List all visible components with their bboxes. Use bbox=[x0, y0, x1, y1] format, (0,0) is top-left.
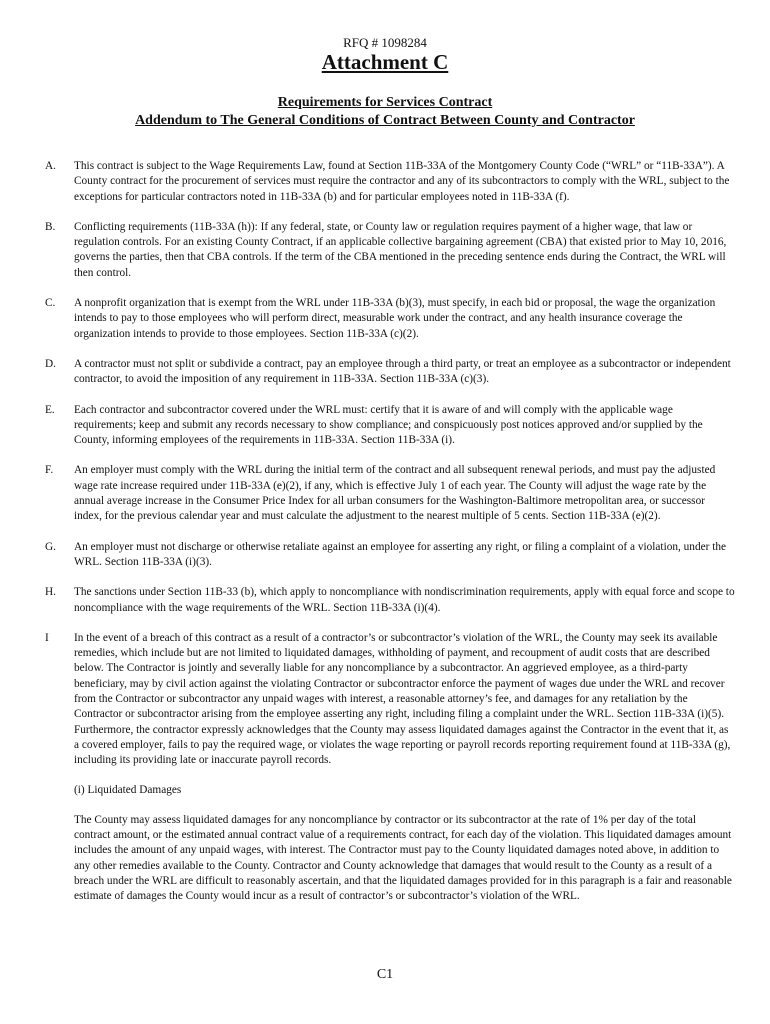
attachment-title: Attachment C bbox=[321, 50, 449, 74]
clause-text: The sanctions under Section 11B-33 (b), which apply to noncompliance with nondiscrimination requirements, apply with equal force and scope to noncompliance with the wage requirements of the WRL. Section 11B-33A (i)(4). bbox=[74, 586, 735, 614]
clause-text: A contractor must not split or subdivide a contract, pay an employee through a third party, or treat an employee as a subcontractor or independent contractor, to avoid the imposition of any requirement in 11B-33A. Section 11B-33A (c)(3). bbox=[74, 357, 731, 386]
liquidated-damages-text: The County may assess liquidated damages for any noncompliance by contractor or its subcontractor at the rate of 1% per day of the total contract amount, or the estimated annual contract value of a requirements contract, for each day of the violation. This liquidated damages amount includes the amount of any unpaid wages, with interest. The Contractor must pay to the County liquidated damages noted above, in addition to any other remedies available to the County. Contractor and County acknowledge that damages that would result to the County as a result of a breach under the WRL are difficult to reasonably ascertain, and that the liquidated damages provided for in this paragraph is a fair and reasonable estimate of damages the County would incur as a result of contractor’s or subcontractor’s violation of the WRL. bbox=[74, 813, 732, 903]
clause-letter: G. bbox=[45, 540, 56, 553]
clause-a bbox=[45, 159, 735, 205]
liquidated-damages-heading: (i) Liquidated Damages bbox=[74, 783, 182, 796]
clause-list bbox=[45, 159, 735, 905]
clause-f bbox=[45, 463, 735, 524]
clause-letter: H. bbox=[45, 586, 56, 599]
clause-h bbox=[45, 585, 735, 616]
clause-b bbox=[45, 220, 735, 281]
clause-text: This contract is subject to the Wage Requirements Law, found at Section 11B-33A of the Montgomery County Code (“WRL” or “11B-33A”). A County contract for the procurement of services must require the contractor and any of its subcontractors to comply with the WRL, subject to the exceptions for particular contractors noted in 11B-33A (b) and for particular employees noted in 11B-33A (f). bbox=[74, 160, 730, 203]
clause-i bbox=[45, 631, 735, 769]
clause-letter: F. bbox=[45, 464, 54, 477]
clause-text: An employer must comply with the WRL during the initial term of the contract and all subsequent renewal periods, and must pay the adjusted wage rate increase required under 11B-33A (e)(2), if any, which is effective July 1 of each year. The County will adjust the wage rate by the annual average increase in the Consumer Price Index for all urban consumers for the Washington-Baltimore metropolitan area, or successor index, for the previous calendar year and must calculate the adjustment to the nearest multiple of 5 cents. Section 11B-33A (e)(2). bbox=[74, 464, 716, 523]
clause-letter: B. bbox=[45, 220, 56, 233]
clause-text: A nonprofit organization that is exempt from the WRL under 11B-33A (b)(3), must specify, in each bid or proposal, the wage the organization intends to pay to those employees who will perform direct, measurable work under the contract, and any health insurance coverage the organization intends to provide to those employees. Section 11B-33A (c)(2). bbox=[74, 297, 716, 340]
clause-letter: I bbox=[45, 631, 49, 644]
clause-g bbox=[45, 540, 735, 571]
clause-letter: D. bbox=[45, 357, 56, 370]
clause-text: In the event of a breach of this contract as a result of a contractor’s or subcontractor’s violation of the WRL, the County may seek its available remedies, which include but are not limited to liquidated damages, withholding of payment, and recoupment of audit costs that are described below. The Contractor is jointly and severally liable for any noncompliance by a subcontractor. An aggrieved employee, as a third-party beneficiary, may by civil action against the violating Contractor or subcontractor enforce the payment of wages due under the WRL and recover from the Contractor or subcontractor any unpaid wages with interest, a reasonable attorney’s fee, and damages for any retaliation by the Contractor or subcontractor arising from the employee asserting any right, including filing a complaint under the WRL. Section 11B-33A (i)(5). Furthermore, the contractor expressly acknowledges that the County may assess liquidated damages against the Contractor in the event that it, as a covered employer, fails to pay the required wage, or violates the wage reporting or payroll records reporting requirement found at 11B-33A (g), including its providing late or inaccurate payroll records. bbox=[74, 631, 731, 767]
clause-text: Each contractor and subcontractor covered under the WRL must: certify that it is aware of and will comply with the applicable wage requirements; keep and submit any records necessary to show compliance; and conspicuously post notices approved and/or supplied by the County, informing employees of the requirements in 11B-33A. Section 11B-33A (i). bbox=[74, 403, 703, 447]
requirements-title: Requirements for Services Contract bbox=[277, 95, 493, 110]
clause-letter: A. bbox=[45, 160, 56, 172]
clause-text: An employer must not discharge or otherwise retaliate against an employee for asserting any right, or filing a complaint of a violation, under the WRL. Section 11B-33A (i)(3). bbox=[74, 540, 726, 568]
clause-letter: C. bbox=[45, 297, 56, 310]
rfq-number: RFQ # 1098284 bbox=[343, 35, 427, 50]
addendum-title: Addendum to The General Conditions of Contract Between County and Contractor bbox=[135, 113, 635, 128]
clause-letter: E. bbox=[45, 403, 55, 416]
clause-e bbox=[45, 403, 735, 449]
clause-d bbox=[45, 357, 735, 388]
clause-text: Conflicting requirements (11B-33A (h)): If any federal, state, or County law or regulation requires payment of a higher wage, that law or regulation controls. For an existing County Contract, if an applicable collective bargaining agreement (CBA) that existed prior to May 10, 2016, governs the parties, then that CBA controls. If the term of the CBA mentioned in the preceding sentence ends during the Contract, the WRL will then control. bbox=[74, 220, 727, 279]
page-number: C1 bbox=[376, 967, 394, 982]
clause-c bbox=[45, 296, 735, 342]
